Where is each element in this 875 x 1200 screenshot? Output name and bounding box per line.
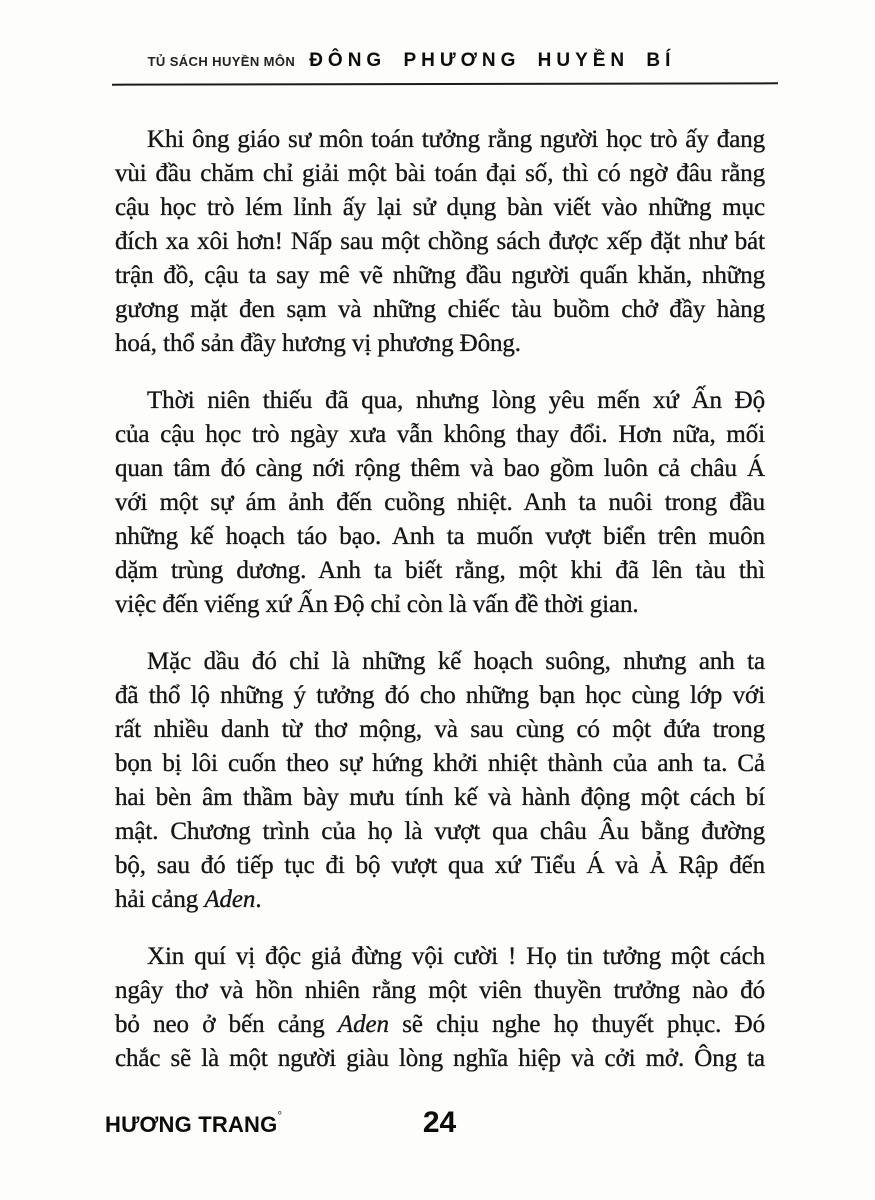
text-line [115, 225, 765, 259]
italic-text: Aden [337, 1011, 389, 1038]
text-segment: quan tâm đó càng nới rộng thêm và bao gồm luôn cả châu Á [115, 455, 765, 482]
text-segment: việc đến viếng xứ Ấn Độ chỉ còn là vấn đề thời gian. [115, 591, 639, 618]
text-segment: hải cảng [115, 886, 205, 913]
text-segment: bọn bị lôi cuốn theo sự hứng khởi nhiệt thành của anh ta. Cả [115, 750, 765, 777]
text-segment: Khi ông giáo sư môn toán tưởng rằng người học trò ấy đang [147, 126, 765, 153]
text-line [115, 520, 765, 554]
text-line [115, 645, 765, 679]
text-line [115, 974, 765, 1008]
text-segment: . [255, 886, 262, 913]
text-segment: cậu học trò lém lỉnh ấy lại sử dụng bàn viết vào những mục [115, 194, 765, 221]
paragraph [115, 645, 765, 917]
text-segment: đích xa xôi hơn! Nấp sau một chồng sách được xếp đặt như bát [115, 228, 765, 255]
text-segment: sẽ chịu nghe họ thuyết phục. Đó [388, 1011, 765, 1038]
paragraph [115, 940, 765, 1076]
text-segment: hoá, thổ sản đầy hương vị phương Đông. [115, 330, 521, 357]
text-line [115, 679, 765, 713]
text-line [115, 940, 765, 974]
text-segment: trận đồ, cậu ta say mê vẽ những đầu người quấn khăn, những [115, 262, 765, 289]
trademark-mark: ° [277, 1110, 283, 1122]
text-line [115, 452, 765, 486]
book-title: ĐÔNG PHƯƠNG HUYỀN BÍ [309, 50, 676, 71]
text-segment: vùi đầu chăm chỉ giải một bài toán đại số, thì có ngờ đâu rằng [115, 160, 765, 187]
text-segment: bộ, sau đó tiếp tục đi bộ vượt qua xứ Tiểu Á và Ả Rập đến [115, 852, 765, 879]
text-line [115, 815, 765, 849]
text-line [115, 781, 765, 815]
text-line [115, 849, 765, 883]
text-line [115, 157, 765, 191]
text-line [115, 747, 765, 781]
text-line [115, 713, 765, 747]
text-segment: những kế hoạch táo bạo. Anh ta muốn vượt biển trên muôn [115, 523, 765, 550]
text-line [115, 486, 765, 520]
italic-text: Aden [204, 886, 256, 913]
paragraph [115, 384, 765, 622]
text-line [115, 191, 765, 225]
series-label: TỦ SÁCH HUYỀN MÔN [147, 54, 296, 69]
text-segment: hai bèn âm thầm bày mưu tính kế và hành động một cách bí [115, 784, 765, 811]
page-number: 24 [422, 1106, 457, 1139]
page-body [115, 123, 765, 1076]
text-segment: ngây thơ và hồn nhiên rằng một viên thuyền trưởng nào đó [115, 977, 765, 1004]
text-segment: bỏ neo ở bến cảng [115, 1011, 338, 1038]
text-segment: Xin quí vị độc giả đừng vội cười ! Họ tin tưởng một cách [147, 943, 765, 970]
text-segment: mật. Chương trình của họ là vượt qua châu Âu bằng đường [115, 818, 765, 845]
text-line [115, 883, 765, 917]
text-line [115, 1042, 765, 1076]
text-segment: gương mặt đen sạm và những chiếc tàu buồm chở đầy hàng [115, 296, 765, 323]
text-line [115, 123, 765, 157]
text-line [115, 384, 765, 418]
page-header [0, 50, 849, 72]
text-line [115, 293, 765, 327]
publisher-logo [105, 1112, 282, 1138]
text-line [115, 327, 765, 361]
publisher-name: HƯƠNG TRANG [105, 1112, 278, 1137]
text-segment: của cậu học trò ngày xưa vẫn không thay đổi. Hơn nữa, mối [115, 421, 765, 448]
text-line [115, 554, 765, 588]
text-segment: Mặc dầu đó chỉ là những kế hoạch suông, nhưng anh ta [147, 648, 765, 675]
text-segment: với một sự ám ảnh đến cuồng nhiệt. Anh ta nuôi trong đầu [115, 489, 765, 516]
text-line [115, 1008, 765, 1042]
text-segment: Thời niên thiếu đã qua, nhưng lòng yêu mến xứ Ấn Độ [147, 387, 765, 414]
text-segment: dặm trùng dương. Anh ta biết rằng, một khi đã lên tàu thì [115, 557, 765, 584]
text-line [115, 259, 765, 293]
text-line [115, 418, 765, 452]
paragraph [115, 123, 765, 361]
text-segment: chắc sẽ là một người giàu lòng nghĩa hiệp và cởi mở. Ông ta [115, 1045, 765, 1072]
header-rule [112, 82, 778, 85]
text-segment: đã thổ lộ những ý tưởng đó cho những bạn học cùng lớp với [115, 682, 765, 709]
text-line [115, 588, 765, 622]
text-segment: rất nhiều danh từ thơ mộng, và sau cùng có một đứa trong [115, 716, 765, 743]
page-footer [0, 1106, 875, 1150]
